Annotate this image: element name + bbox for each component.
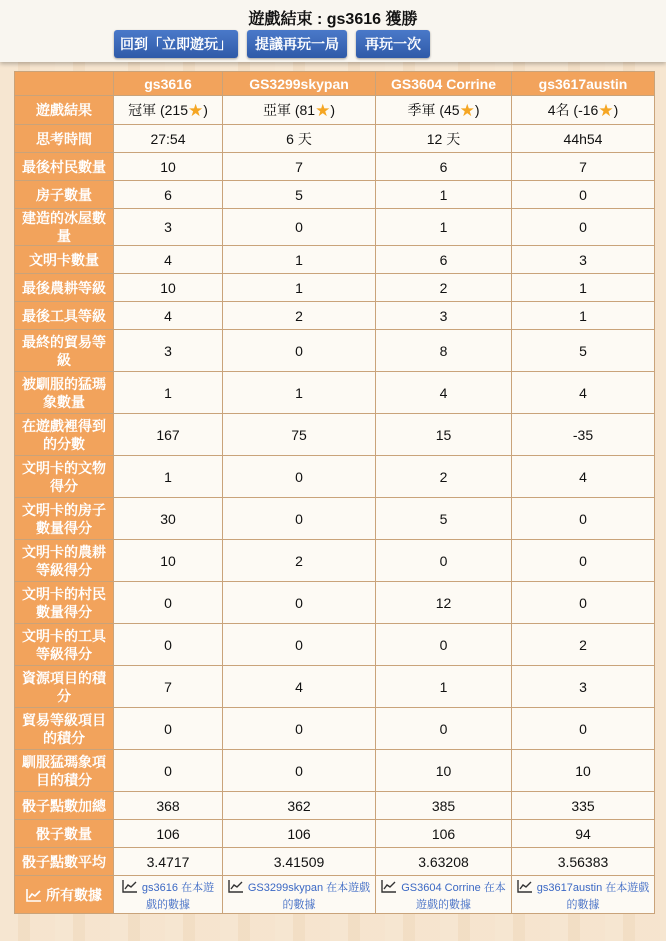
stat-cell: 6 — [114, 181, 223, 209]
stat-cell: 0 — [512, 540, 655, 582]
row-label: 最終的貿易等級 — [15, 330, 114, 372]
stat-cell: 2 — [512, 624, 655, 666]
stat-cell: 2 — [376, 456, 512, 498]
table-row — [15, 624, 655, 666]
row-label: 思考時間 — [15, 125, 114, 153]
chart-line-icon — [122, 879, 138, 893]
row-label: 房子數量 — [15, 181, 114, 209]
stat-cell: 0 — [512, 181, 655, 209]
table-row — [15, 274, 655, 302]
all-data-header[interactable] — [15, 876, 114, 914]
table-row — [15, 708, 655, 750]
table-row — [15, 153, 655, 181]
stat-cell: 7 — [114, 666, 223, 708]
stat-cell: 4 — [114, 246, 223, 274]
stat-cell: 0 — [114, 624, 223, 666]
star-icon: ★ — [459, 101, 475, 120]
player-data-link-cell[interactable] — [114, 876, 223, 914]
stat-cell: 0 — [223, 330, 376, 372]
game-stats-table — [14, 71, 655, 914]
result-text: 冠軍 (215 — [128, 102, 188, 118]
stat-cell: 5 — [376, 498, 512, 540]
stat-cell: 8 — [376, 330, 512, 372]
table-row — [15, 876, 655, 914]
stat-cell: 0 — [223, 624, 376, 666]
player-data-link[interactable]: gs3616 在本遊戲的數據 — [141, 881, 215, 911]
stat-cell: 0 — [114, 708, 223, 750]
stat-cell: 3 — [512, 246, 655, 274]
result-text: 季軍 (45 — [407, 102, 460, 118]
player-data-link-cell[interactable] — [223, 876, 376, 914]
stat-cell: -35 — [512, 414, 655, 456]
chart-line-icon — [26, 888, 42, 902]
row-label: 文明卡數量 — [15, 246, 114, 274]
stat-cell: 0 — [223, 498, 376, 540]
result-text: 亞軍 (81 — [262, 102, 316, 118]
stat-cell: 10 — [114, 540, 223, 582]
stat-cell: 4 — [114, 302, 223, 330]
stat-cell: 30 — [114, 498, 223, 540]
row-label: 馴服猛瑪象項目的積分 — [15, 750, 114, 792]
player-data-link[interactable]: GS3604 Corrine 在本遊戲的數據 — [401, 881, 506, 911]
stat-cell: 5 — [512, 330, 655, 372]
stat-cell: 3.4717 — [114, 848, 223, 876]
stat-cell: 1 — [223, 274, 376, 302]
table-row — [15, 330, 655, 372]
stat-cell: 0 — [376, 624, 512, 666]
stat-cell: 1 — [223, 246, 376, 274]
stat-cell: 7 — [223, 153, 376, 181]
stat-cell: 10 — [512, 750, 655, 792]
table-row — [15, 540, 655, 582]
result-suffix: ) — [613, 102, 619, 118]
stat-cell: 0 — [512, 582, 655, 624]
stat-cell: 1 — [223, 372, 376, 414]
result-cell — [512, 96, 655, 125]
table-row — [15, 209, 655, 246]
row-label: 文明卡的文物得分 — [15, 456, 114, 498]
stat-cell: 1 — [376, 666, 512, 708]
stat-cell: 4 — [376, 372, 512, 414]
stat-cell: 3.63208 — [376, 848, 512, 876]
stat-cell: 7 — [512, 153, 655, 181]
stat-cell: 3.56383 — [512, 848, 655, 876]
stat-cell: 12 — [376, 582, 512, 624]
stat-cell: 27:54 — [114, 125, 223, 153]
table-row — [15, 246, 655, 274]
corner-header — [15, 72, 114, 96]
stat-cell: 10 — [114, 274, 223, 302]
stat-cell: 0 — [223, 209, 376, 246]
row-label: 文明卡的工具等級得分 — [15, 624, 114, 666]
row-label: 遊戲結果 — [15, 96, 114, 125]
result-cell — [114, 96, 223, 125]
stat-cell: 0 — [376, 540, 512, 582]
stat-cell: 3 — [114, 330, 223, 372]
stat-cell: 6 — [376, 153, 512, 181]
stat-cell: 1 — [114, 372, 223, 414]
chart-line-icon — [381, 879, 397, 893]
stat-cell: 335 — [512, 792, 655, 820]
star-icon: ★ — [598, 101, 614, 120]
stat-cell: 0 — [223, 582, 376, 624]
table-row — [15, 414, 655, 456]
stat-cell: 2 — [223, 302, 376, 330]
result-text: 4名 (-16 — [547, 102, 599, 118]
stat-cell: 0 — [512, 498, 655, 540]
all-data-label: 所有數據 — [46, 886, 102, 903]
stat-cell: 385 — [376, 792, 512, 820]
table-row — [15, 125, 655, 153]
propose-rematch-button[interactable]: 提議再玩一局 — [247, 30, 347, 58]
result-cell — [376, 96, 512, 125]
stat-cell: 2 — [376, 274, 512, 302]
row-label: 骰子數量 — [15, 820, 114, 848]
table-row — [15, 302, 655, 330]
result-suffix: ) — [203, 102, 208, 118]
row-label: 最後村民數量 — [15, 153, 114, 181]
stat-cell: 4 — [223, 666, 376, 708]
result-cell — [223, 96, 376, 125]
page-title: 遊戲結束 : gs3616 獲勝 — [248, 11, 418, 28]
row-label: 最後工具等級 — [15, 302, 114, 330]
stat-cell: 44h54 — [512, 125, 655, 153]
stat-cell: 1 — [114, 456, 223, 498]
row-label: 最後農耕等級 — [15, 274, 114, 302]
row-label: 資源項目的積分 — [15, 666, 114, 708]
stat-cell: 106 — [114, 820, 223, 848]
stat-cell: 94 — [512, 820, 655, 848]
table-row — [15, 792, 655, 820]
table-row — [15, 498, 655, 540]
stat-cell: 5 — [223, 181, 376, 209]
stat-cell: 15 — [376, 414, 512, 456]
stat-cell: 4 — [512, 456, 655, 498]
row-label: 骰子點數加總 — [15, 792, 114, 820]
table-row — [15, 750, 655, 792]
chart-line-icon — [517, 879, 533, 893]
stat-cell: 368 — [114, 792, 223, 820]
stat-cell: 0 — [376, 708, 512, 750]
table-row — [15, 181, 655, 209]
stat-cell: 0 — [223, 456, 376, 498]
stat-cell: 12 天 — [376, 125, 512, 153]
table-row — [15, 582, 655, 624]
stat-cell: 0 — [223, 750, 376, 792]
player-data-link-cell[interactable] — [512, 876, 655, 914]
stat-cell: 0 — [114, 750, 223, 792]
stat-cell: 10 — [376, 750, 512, 792]
stat-cell: 362 — [223, 792, 376, 820]
row-label: 在遊戲裡得到的分數 — [15, 414, 114, 456]
player-column-header[interactable]: GS3299skypan — [223, 72, 376, 96]
stat-cell: 2 — [223, 540, 376, 582]
result-suffix: ) — [474, 102, 480, 118]
row-label: 文明卡的農耕等級得分 — [15, 540, 114, 582]
stat-cell: 6 — [376, 246, 512, 274]
player-data-link[interactable]: gs3617austin 在本遊戲的數據 — [536, 881, 650, 911]
table-row — [15, 666, 655, 708]
player-column-header[interactable]: GS3604 Corrine — [376, 72, 512, 96]
row-label: 骰子點數平均 — [15, 848, 114, 876]
table-row — [15, 456, 655, 498]
stat-cell: 3 — [512, 666, 655, 708]
stat-cell: 1 — [512, 302, 655, 330]
row-label: 建造的冰屋數量 — [15, 209, 114, 246]
row-label: 貿易等級項目的積分 — [15, 708, 114, 750]
player-column-header[interactable]: gs3617austin — [512, 72, 655, 96]
player-data-link-cell[interactable] — [376, 876, 512, 914]
table-row — [15, 96, 655, 125]
table-row — [15, 372, 655, 414]
player-column-header[interactable]: gs3616 — [114, 72, 223, 96]
stat-cell: 106 — [223, 820, 376, 848]
stat-cell: 106 — [376, 820, 512, 848]
star-icon: ★ — [188, 101, 204, 120]
stat-cell: 0 — [223, 708, 376, 750]
stat-cell: 0 — [512, 708, 655, 750]
stat-cell: 3.41509 — [223, 848, 376, 876]
chart-line-icon — [228, 879, 244, 893]
stat-cell: 6 天 — [223, 125, 376, 153]
stat-cell: 10 — [114, 153, 223, 181]
stat-cell: 1 — [512, 274, 655, 302]
table-row — [15, 820, 655, 848]
stat-cell: 3 — [376, 302, 512, 330]
table-row — [15, 848, 655, 876]
result-suffix: ) — [330, 102, 336, 118]
stat-cell: 1 — [376, 209, 512, 246]
stat-cell: 0 — [114, 582, 223, 624]
row-label: 文明卡的房子數量得分 — [15, 498, 114, 540]
stat-cell: 0 — [512, 209, 655, 246]
row-label: 文明卡的村民數量得分 — [15, 582, 114, 624]
stat-cell: 4 — [512, 372, 655, 414]
back-to-play-now-button[interactable]: 回到「立即遊玩」 — [114, 30, 238, 58]
stat-cell: 167 — [114, 414, 223, 456]
row-label: 被馴服的猛瑪象數量 — [15, 372, 114, 414]
stat-cell: 1 — [376, 181, 512, 209]
star-icon: ★ — [315, 101, 331, 120]
player-data-link[interactable]: GS3299skypan 在本遊戲的數據 — [247, 881, 371, 911]
game-end-header — [0, 0, 666, 62]
stat-cell: 75 — [223, 414, 376, 456]
play-again-button[interactable]: 再玩一次 — [356, 30, 430, 58]
stat-cell: 3 — [114, 209, 223, 246]
